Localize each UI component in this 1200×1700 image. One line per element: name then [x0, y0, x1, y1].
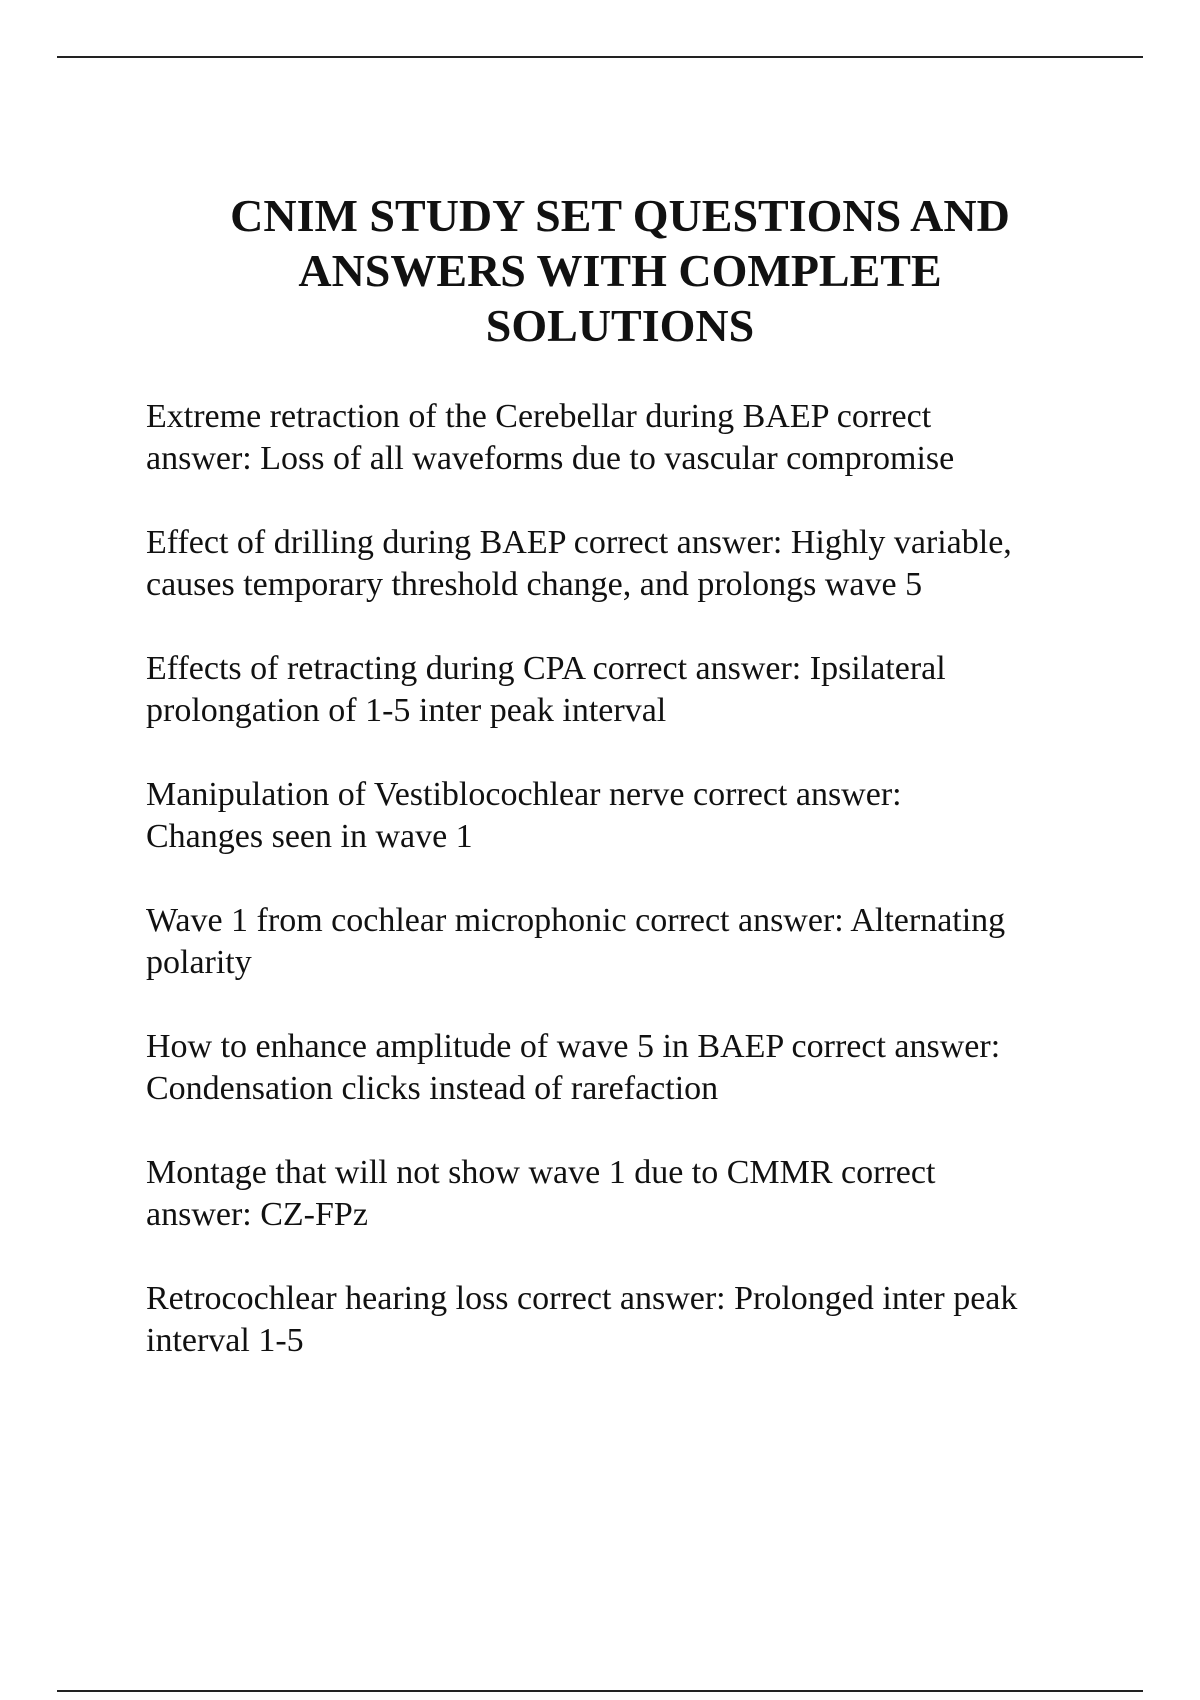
qa-text-line: polarity — [146, 944, 252, 981]
qa-text-line: answer: Loss of all waveforms due to vascular compromise — [146, 440, 955, 477]
qa-text-line: causes temporary threshold change, and prolongs wave 5 — [146, 566, 923, 603]
qa-text-line: Montage that will not show wave 1 due to CMMR correct — [146, 1154, 936, 1191]
top-divider — [57, 56, 1143, 58]
qa-item — [146, 648, 1106, 774]
qa-text-line: prolongation of 1-5 inter peak interval — [146, 692, 667, 729]
qa-text-line: Effects of retracting during CPA correct answer: Ipsilateral — [146, 650, 946, 687]
qa-item — [146, 522, 1106, 648]
qa-text-line: interval 1-5 — [146, 1322, 304, 1359]
qa-text-line: Extreme retraction of the Cerebellar during BAEP correct — [146, 398, 932, 435]
qa-text-line: Condensation clicks instead of rarefaction — [146, 1070, 719, 1107]
qa-item — [146, 1026, 1106, 1152]
qa-item — [146, 900, 1106, 1026]
bottom-divider — [57, 1690, 1143, 1692]
qa-text-line: Manipulation of Vestiblocochlear nerve correct answer: — [146, 776, 902, 813]
qa-item — [146, 1152, 1106, 1278]
title-line: SOLUTIONS — [485, 300, 755, 351]
qa-item — [146, 774, 1106, 900]
title-line: ANSWERS WITH COMPLETE — [298, 245, 942, 296]
qa-item — [146, 396, 1106, 522]
qa-text-line: Retrocochlear hearing loss correct answer: Prolonged inter peak — [146, 1280, 1018, 1317]
title-line: CNIM STUDY SET QUESTIONS AND — [230, 190, 1010, 241]
qa-text-line: How to enhance amplitude of wave 5 in BAEP correct answer: — [146, 1028, 1001, 1065]
qa-text-line: Effect of drilling during BAEP correct answer: Highly variable, — [146, 524, 1012, 561]
qa-text-line: Changes seen in wave 1 — [146, 818, 473, 855]
qa-item — [146, 1278, 1106, 1404]
qa-text-line: answer: CZ-FPz — [146, 1196, 368, 1233]
qa-text-line: Wave 1 from cochlear microphonic correct answer: Alternating — [146, 902, 1006, 939]
document-title — [100, 188, 1140, 353]
qa-list — [146, 396, 1106, 1404]
